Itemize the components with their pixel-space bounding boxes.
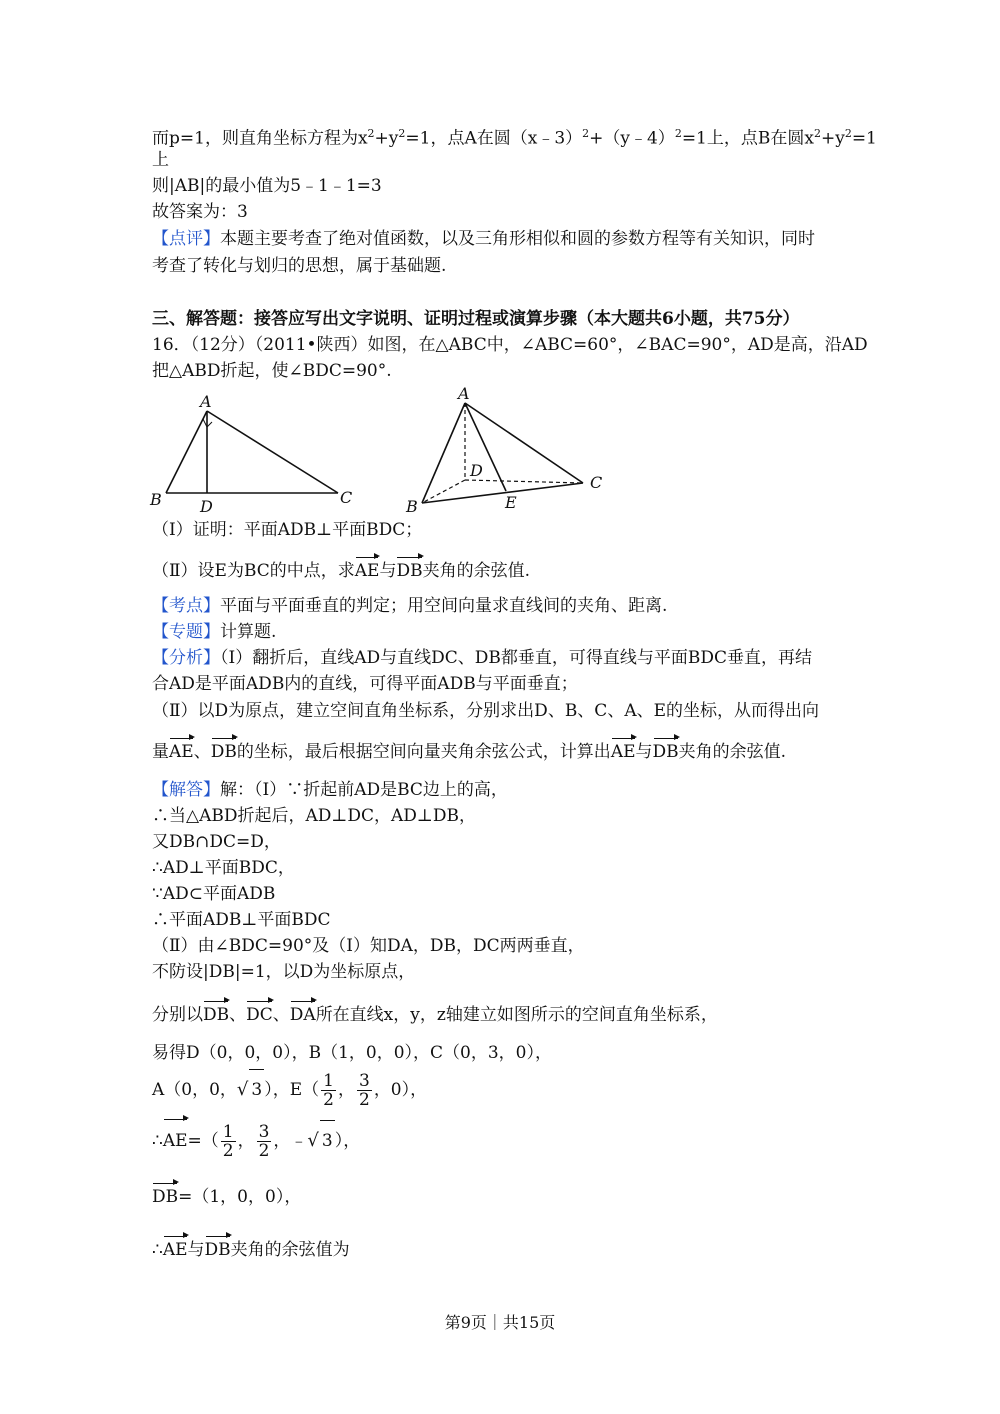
text: +y	[820, 128, 845, 149]
text: 分别以	[152, 1005, 203, 1025]
text: =（	[187, 1131, 219, 1151]
vector-da: DA	[289, 1005, 316, 1025]
text: 、	[272, 1005, 290, 1025]
fenxi-tag: 【分析】	[152, 648, 220, 668]
question-1: （Ⅰ）证明：平面ADB⊥平面BDC；	[152, 520, 423, 540]
jieda-line-8: 不防设|DB|=1，以D为坐标原点，	[152, 962, 416, 982]
text: 平面与平面垂直的判定；用空间向量求直线间的夹角、距离.	[220, 596, 668, 616]
geometry-figures	[140, 385, 620, 520]
text: 与	[379, 561, 397, 581]
comment-line-1	[152, 227, 815, 251]
kaodian-line	[152, 594, 667, 618]
folded-tetrahedron-figure	[422, 403, 583, 503]
zhuanti-line	[152, 620, 276, 644]
jieda-line-10: 易得D（0，0，0），B（1，0，0），C（0，3，0），	[152, 1043, 552, 1063]
jieda-line-13	[152, 1185, 301, 1209]
prev-line-1	[152, 122, 877, 151]
superscript: 2	[844, 127, 852, 140]
text: 量	[152, 742, 169, 762]
prev-answer: 故答案为：3	[152, 202, 248, 222]
denominator: 2	[323, 1090, 334, 1110]
denominator: 2	[258, 1141, 270, 1161]
prev-line-2: 上	[152, 150, 169, 170]
jieda-line-11	[152, 1069, 427, 1110]
problem-line-2: 把△ABD折起，使∠BDC=90°.	[152, 361, 392, 381]
text: +（y﹣4）	[589, 128, 675, 149]
text: 所在直线x，y，z轴建立如图所示的空间直角坐标系，	[315, 1005, 718, 1025]
fenxi-line-2: 合AD是平面ADB内的直线，可得平面ADB与平面垂直；	[152, 674, 578, 694]
numerator: 3	[258, 1122, 270, 1142]
jieda-line-12	[152, 1120, 360, 1161]
flat-triangle-figure	[166, 411, 338, 493]
fraction-one-half	[221, 1123, 236, 1160]
label-d-3d: D	[470, 461, 483, 480]
text: 、	[193, 742, 211, 762]
text: 夹角的余弦值.	[422, 561, 530, 581]
fraction-three-halves	[357, 1072, 372, 1109]
numerator: 1	[222, 1122, 234, 1142]
vector-ae: AE	[163, 1121, 188, 1161]
superscript: 2	[674, 127, 682, 140]
vector-ae: AE	[162, 1240, 188, 1260]
jieda-line-5: ∵AD⊂平面ADB	[152, 884, 276, 904]
fenxi-line-1	[152, 646, 812, 670]
vector-db: DB	[652, 742, 679, 762]
vector-db: DB	[152, 1187, 179, 1207]
vector-ae: AE	[610, 742, 636, 762]
vector-ae: AE	[354, 561, 380, 581]
jieda-line-1	[152, 778, 508, 802]
edge-ab	[166, 411, 207, 493]
jieda-line-4: ∴AD⊥平面BDC，	[152, 858, 295, 878]
fraction-three-halves	[257, 1123, 272, 1160]
denominator: 2	[358, 1090, 370, 1110]
text: ∴	[152, 1131, 163, 1151]
numerator: 1	[323, 1071, 334, 1091]
text: 而p=1，则直角坐标方程为x	[152, 128, 368, 149]
numerator: 3	[358, 1071, 370, 1091]
vector-ae: AE	[169, 742, 194, 762]
label-a: A	[200, 392, 212, 411]
fraction-one-half	[321, 1072, 336, 1109]
text: =（1，0，0），	[178, 1187, 302, 1207]
comment-tag: 【点评】	[152, 229, 220, 249]
vector-dc: DC	[246, 1005, 273, 1025]
label-e-3d: E	[505, 493, 517, 512]
text: 夹角的余弦值为	[230, 1240, 350, 1260]
jieda-line-6: ∴平面ADB⊥平面BDC	[152, 910, 331, 930]
jieda-line-9	[152, 1003, 718, 1027]
superscript: 2	[582, 127, 590, 140]
problem-line-1: 16．（12分）（2011•陕西）如图，在△ABC中，∠ABC=60°，∠BAC=90°，AD是高，沿AD	[152, 335, 868, 355]
section-title: 三、解答题：接答应写出文字说明、证明过程或演算步骤（本大题共6小题，共75分）	[152, 309, 800, 329]
text: ），E（	[264, 1080, 320, 1100]
denominator: 2	[222, 1141, 234, 1161]
text: =1，点A在圆（x﹣3）	[405, 128, 583, 149]
vector-db: DB	[204, 1240, 231, 1260]
label-b-3d: B	[406, 497, 418, 516]
edge-bc-3d	[422, 483, 583, 503]
label-d: D	[200, 497, 213, 516]
label-c: C	[340, 488, 353, 507]
text: ，	[337, 1080, 355, 1100]
sqrt-radicand: 3	[320, 1120, 335, 1161]
label-b: B	[150, 490, 162, 509]
text: =1上，点B在圆x	[681, 128, 814, 149]
zhuanti-tag: 【专题】	[152, 622, 220, 642]
jieda-line-2: ∴当△ABD折起后，AD⊥DC，AD⊥DB，	[152, 806, 477, 826]
text: 与	[187, 1240, 205, 1260]
text: 本题主要考查了绝对值函数，以及三角形相似和圆的参数方程等有关知识，同时	[220, 229, 815, 249]
hidden-edge-dc	[465, 480, 583, 483]
superscript: 2	[398, 127, 406, 140]
text: （Ⅱ）设E为BC的中点，求	[152, 561, 355, 581]
comment-line-2: 考查了转化与划归的思想，属于基础题.	[152, 256, 447, 276]
superscript: 2	[367, 127, 375, 140]
label-a-3d: A	[458, 385, 470, 403]
text: ∴	[152, 1240, 163, 1260]
edge-ab-3d	[422, 403, 465, 503]
edge-ac	[207, 411, 338, 493]
fenxi-line-4	[152, 740, 786, 764]
sqrt-sign: √	[236, 1079, 249, 1100]
sqrt-sign: √	[307, 1130, 319, 1151]
text: A（0，0，	[152, 1080, 237, 1100]
sqrt-radicand: 3	[249, 1069, 264, 1110]
text: 的坐标，最后根据空间向量夹角余弦公式，计算出	[236, 742, 611, 762]
text: =1	[851, 128, 877, 149]
text: （Ⅰ）翻折后，直线AD与直线DC、DB都垂直，可得直线与平面BDC垂直，再结	[220, 648, 813, 668]
jieda-tag: 【解答】	[152, 780, 220, 800]
question-2	[152, 559, 530, 583]
text: ，0），	[373, 1080, 428, 1100]
text: +y	[374, 128, 399, 149]
text: ，	[237, 1131, 255, 1151]
jieda-line-3: 又DB∩DC=D，	[152, 832, 281, 852]
vector-db: DB	[203, 1005, 230, 1025]
label-c-3d: C	[590, 473, 603, 492]
text: 夹角的余弦值.	[678, 742, 787, 762]
prev-line-3: 则|AB|的最小值为5﹣1﹣1=3	[152, 176, 382, 196]
jieda-line-7: （Ⅱ）由∠BDC=90°及（Ⅰ）知DA，DB，DC两两垂直，	[152, 936, 585, 956]
jieda-line-14	[152, 1238, 350, 1262]
text: ），	[334, 1131, 361, 1151]
superscript: 2	[813, 127, 821, 140]
vector-db: DB	[210, 742, 237, 762]
text: 、	[229, 1005, 247, 1025]
text: ，﹣	[273, 1131, 308, 1151]
text: 计算题.	[220, 622, 277, 642]
text: 与	[635, 742, 653, 762]
vector-db: DB	[396, 561, 423, 581]
page-footer: 第9页｜共15页	[444, 1313, 556, 1332]
text: 解：（Ⅰ）∵折起前AD是BC边上的高，	[220, 780, 508, 800]
fenxi-line-3: （Ⅱ）以D为原点，建立空间直角坐标系，分别求出D、B、C、A、E的坐标，从而得出向	[152, 701, 819, 721]
kaodian-tag: 【考点】	[152, 596, 220, 616]
